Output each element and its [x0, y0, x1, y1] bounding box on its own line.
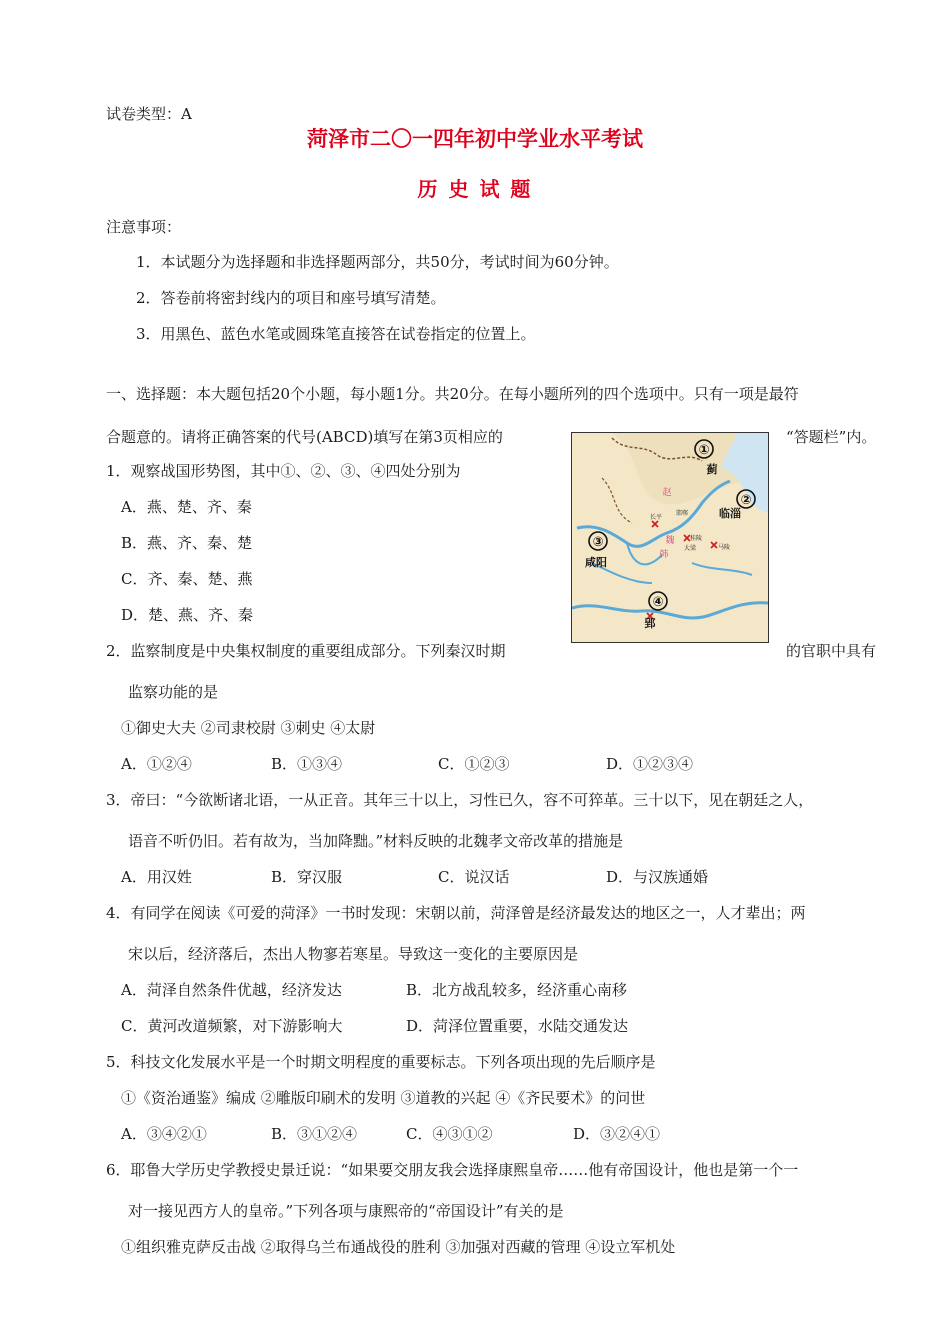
question-4-stem-line2: 宋以后，经济落后，杰出人物寥若寒星。导致这一变化的主要原因是 [128, 945, 579, 963]
notice-item: 1．本试题分为选择题和非选择题两部分，共50分，考试时间为60分钟。 [136, 253, 619, 271]
question-4-stem: 4．有同学在阅读《可爱的菏泽》一书时发现：宋朝以前，菏泽曾是经济最发达的地区之一，人才辈出；两 [106, 904, 806, 922]
map-place-maling: 马陵 [717, 544, 731, 551]
map-city-ji: 蓟 [706, 463, 718, 476]
question-1-option-c: C．齐、秦、楚、燕 [121, 570, 253, 588]
question-5-option-d: D．③②④① [573, 1125, 661, 1143]
question-3-option-d: D．与汉族通婚 [606, 868, 709, 886]
exam-subtitle: 历 史 试 题 [417, 177, 533, 201]
question-6-stem: 6．耶鲁大学历史学教授史景迁说：“如果要交朋友我会选择康熙皇帝……他有帝国设计，他也是第一个一 [106, 1161, 799, 1179]
question-2-items: ①御史大夫 ②司隶校尉 ③刺史 ④太尉 [121, 719, 376, 737]
exam-title: 菏泽市二〇一四年初中学业水平考试 [307, 127, 643, 151]
question-1-option-a: A．燕、楚、齐、秦 [121, 498, 252, 516]
question-5-items: ①《资治通鉴》编成 ②雕版印刷术的发明 ③道教的兴起 ④《齐民要术》的问世 [121, 1089, 646, 1107]
question-2-stem-cont: 的官职中具有 [786, 642, 877, 660]
map-label-3: ③ [592, 535, 604, 550]
section-intro-line2b: “答题栏”内。 [786, 428, 877, 446]
section-intro-line2a: 合题意的。请将正确答案的代号(ABCD)填写在第3页相应的 [106, 428, 503, 446]
question-5-option-a: A．③④②① [121, 1125, 207, 1143]
question-1-option-b: B．燕、齐、秦、楚 [121, 534, 253, 552]
question-2-option-a: A．①②④ [121, 755, 192, 773]
question-3-option-a: A．用汉姓 [121, 868, 192, 886]
paper-type: 试卷类型：A [106, 105, 192, 123]
question-2-option-d: D．①②③④ [606, 755, 694, 773]
question-2-option-c: C．①②③ [438, 755, 510, 773]
warring-states-map [571, 432, 769, 643]
map-city-xianyang: 咸阳 [585, 556, 607, 569]
notice-item: 2．答卷前将密封线内的项目和座号填写清楚。 [136, 289, 446, 307]
question-2-stem: 2．监察制度是中央集权制度的重要组成部分。下列秦汉时期 [106, 642, 506, 660]
question-3-stem-line2: 语音不听仍旧。若有故为，当加降黜。”材料反映的北魏孝文帝改革的措施是 [128, 832, 624, 850]
map-city-linzi: 临淄 [719, 507, 741, 520]
question-2-stem-line2: 监察功能的是 [128, 683, 219, 701]
question-1-option-d: D．楚、燕、齐、秦 [121, 606, 254, 624]
map-place-handan: 邯郸 [675, 510, 689, 517]
map-state-han: 韩 [659, 550, 669, 560]
map-state-wei: 魏 [665, 536, 675, 546]
question-5-option-b: B．③①②④ [271, 1125, 358, 1143]
question-6-stem-line2: 对一接见西方人的皇帝。”下列各项与康熙帝的“帝国设计”有关的是 [128, 1202, 564, 1220]
map-place-daliang: 大梁 [683, 545, 697, 552]
map-state-zhao: 赵 [662, 488, 672, 498]
map-place-changping: 长平 [649, 514, 663, 521]
question-2-option-b: B．①③④ [271, 755, 343, 773]
question-4-option-a: A．菏泽自然条件优越，经济发达 [121, 981, 342, 999]
map-label-4: ④ [652, 595, 664, 610]
question-3-option-b: B．穿汉服 [271, 868, 343, 886]
section-intro-line1: 一、选择题：本大题包括20个小题，每小题1分。共20分。在每小题所列的四个选项中。只有一项是最符 [106, 385, 799, 403]
question-4-option-b: B．北方战乱较多，经济重心南移 [406, 981, 628, 999]
question-6-items: ①组织雅克萨反击战 ②取得乌兰布通战役的胜利 ③加强对西藏的管理 ④设立军机处 [121, 1238, 676, 1256]
question-4-option-c: C．黄河改道频繁，对下游影响大 [121, 1017, 343, 1035]
question-3-option-c: C．说汉话 [438, 868, 510, 886]
question-3-stem: 3．帝曰：“今欲断诸北语，一从正音。其年三十以上，习性已久，容不可猝革。三十以下，见在朝廷之人， [106, 791, 814, 809]
question-5-stem: 5．科技文化发展水平是一个时期文明程度的重要标志。下列各项出现的先后顺序是 [106, 1053, 656, 1071]
map-label-2: ② [740, 493, 752, 508]
notice-heading: 注意事项： [106, 218, 182, 236]
question-4-option-d: D．菏泽位置重要，水陆交通发达 [406, 1017, 629, 1035]
question-1-stem: 1．观察战国形势图，其中①、②、③、④四处分别为 [106, 462, 461, 480]
map-city-ying: 郢 [644, 617, 656, 630]
question-5-option-c: C．④③①② [406, 1125, 493, 1143]
map-place-guiling: 桂陵 [689, 535, 703, 542]
map-label-1: ① [698, 443, 710, 458]
notice-item: 3．用黑色、蓝色水笔或圆珠笔直接答在试卷指定的位置上。 [136, 325, 536, 343]
